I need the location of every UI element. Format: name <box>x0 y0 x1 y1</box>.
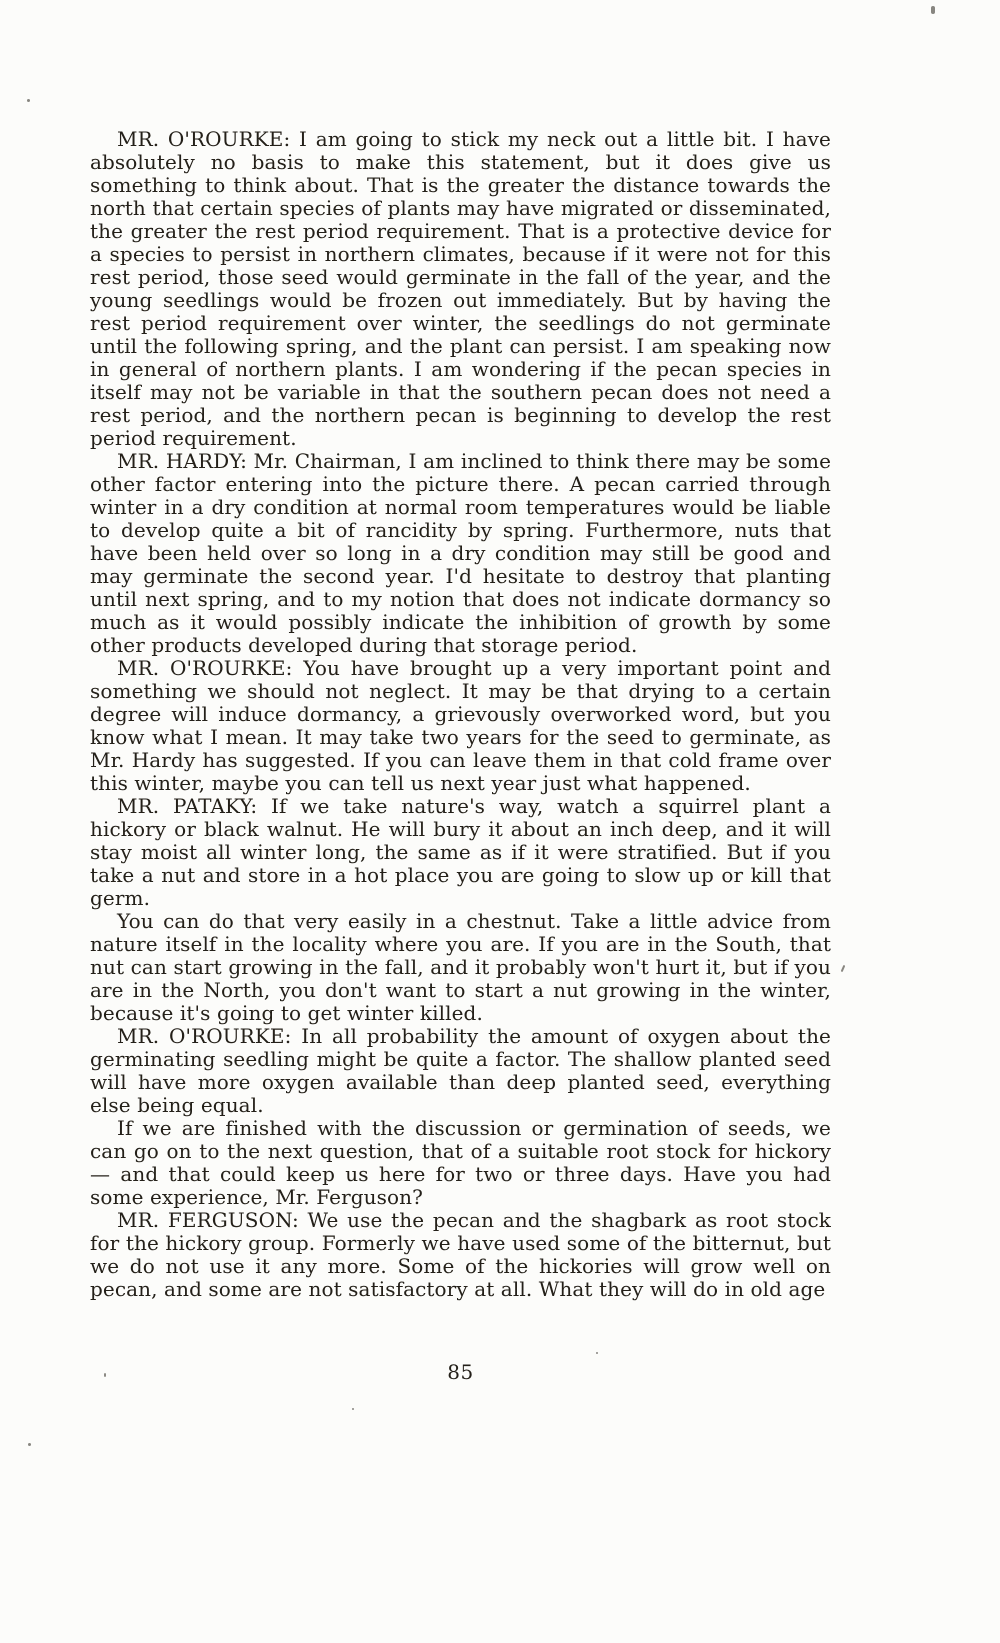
paragraph-pataky-2: You can do that very easily in a chestnut. Take a little advice from nature itself in the locality where you are. If you are in the South, that nut can start growing in the fall, and it probably won't hurt it, but if you are in the North, you don't want to start a nut growing in the winter, because it's going to get winter killed. <box>90 909 831 1025</box>
paragraph-orourke-1: MR. O'ROURKE: I am going to stick my neck out a little bit. I have absolutely no basis to make this statement, but it does give us something to think about. That is the greater the distance towards the north that certain species of plants may have migrated or disseminated, the greater the rest period requirement. That is a protective device for a species to persist in northern climates, because if it were not for this rest period, those seed would germinate in the fall of the year, and the young seedlings would be frozen out immediately. But by having the rest period requirement over winter, the seedlings do not germinate until the following spring, and the plant can persist. I am speaking now in general of northern plants. I am wondering if the pecan species in itself may not be variable in that the southern pecan does not need a rest period, and the northern pecan is beginning to develop the rest period requirement. <box>90 127 831 450</box>
scan-speck <box>596 1352 598 1354</box>
scan-speck <box>27 99 30 102</box>
scan-speck <box>28 1443 31 1446</box>
paragraph-orourke-4: If we are finished with the discussion or germination of seeds, we can go on to the next question, that of a suitable root stock for hickory — and that could keep us here for two or three days. Have you had some experience, Mr. Ferguson? <box>90 1116 831 1209</box>
page-number: 85 <box>447 1360 474 1384</box>
paragraph-pataky: MR. PATAKY: If we take nature's way, watch a squirrel plant a hickory or black walnut. He will bury it about an inch deep, and it will stay moist all winter long, the same as if it were stratified. But if you take a nut and store in a hot place you are going to slow up or kill that germ. <box>90 794 831 910</box>
paragraph-ferguson: MR. FERGUSON: We use the pecan and the shagbark as root stock for the hickory group. Formerly we have used some of the bitternut, but we do not use it any more. Some of the hickories will grow well on pecan, and some are not satisfactory at all. What they will do in old age <box>90 1208 831 1301</box>
scan-speck <box>931 6 935 14</box>
paragraph-orourke-2: MR. O'ROURKE: You have brought up a very important point and something we should not neglect. It may be that drying to a certain degree will induce dormancy, a grievously overworked word, but you know what I mean. It may take two years for the seed to germinate, as Mr. Hardy has suggested. If you can leave them in that cold frame over this winter, maybe you can tell us next year just what happened. <box>90 656 831 795</box>
paragraph-hardy: MR. HARDY: Mr. Chairman, I am inclined to think there may be some other factor entering into the picture there. A pecan carried through winter in a dry condition at normal room temperatures would be liable to develop quite a bit of rancidity by spring. Furthermore, nuts that have been held over so long in a dry condition may still be good and may germinate the second year. I'd hesitate to destroy that planting until next spring, and to my notion that does not indicate dormancy so much as it would possibly indicate the inhibition of growth by some other products developed during that storage period. <box>90 449 831 657</box>
scan-speck <box>841 965 846 972</box>
transcript-text <box>90 128 831 1301</box>
paragraph-orourke-3: MR. O'ROURKE: In all probability the amount of oxygen about the germinating seedling might be quite a factor. The shallow planted seed will have more oxygen available than deep planted seed, everything else being equal. <box>90 1024 831 1117</box>
scan-speck <box>352 1408 354 1410</box>
